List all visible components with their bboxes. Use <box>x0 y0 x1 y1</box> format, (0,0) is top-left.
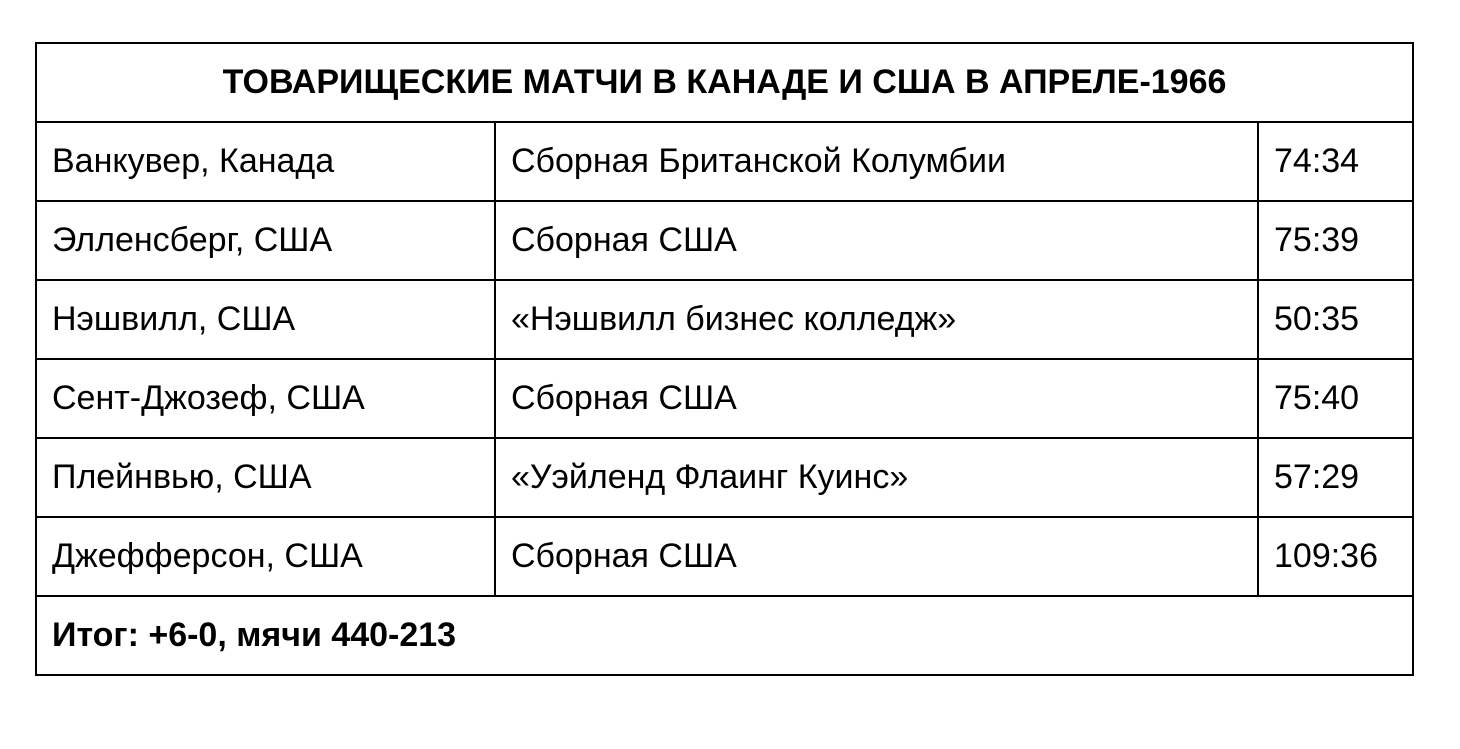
score-cell: 75:39 <box>1258 201 1413 280</box>
matches-table <box>35 42 1414 676</box>
table-row <box>36 122 1413 201</box>
table-row <box>36 359 1413 438</box>
table-row <box>36 201 1413 280</box>
score-cell: 75:40 <box>1258 359 1413 438</box>
table-footer-row <box>36 596 1413 675</box>
table-title-row <box>36 43 1413 122</box>
opponent-cell: Сборная США <box>495 359 1258 438</box>
place-cell: Ванкувер, Канада <box>36 122 495 201</box>
place-cell: Сент-Джозеф, США <box>36 359 495 438</box>
opponent-cell: Сборная США <box>495 517 1258 596</box>
opponent-cell: «Уэйленд Флаинг Куинс» <box>495 438 1258 517</box>
place-cell: Плейнвью, США <box>36 438 495 517</box>
table-footer: Итог: +6-0, мячи 440-213 <box>36 596 1413 675</box>
score-cell: 50:35 <box>1258 280 1413 359</box>
table-row <box>36 438 1413 517</box>
score-cell: 109:36 <box>1258 517 1413 596</box>
table-row <box>36 517 1413 596</box>
place-cell: Элленсберг, США <box>36 201 495 280</box>
opponent-cell: Сборная Британской Колумбии <box>495 122 1258 201</box>
opponent-cell: Сборная США <box>495 201 1258 280</box>
place-cell: Нэшвилл, США <box>36 280 495 359</box>
score-cell: 74:34 <box>1258 122 1413 201</box>
table-row <box>36 280 1413 359</box>
opponent-cell: «Нэшвилл бизнес колледж» <box>495 280 1258 359</box>
place-cell: Джефферсон, США <box>36 517 495 596</box>
score-cell: 57:29 <box>1258 438 1413 517</box>
table-title: ТОВАРИЩЕСКИЕ МАТЧИ В КАНАДЕ И США В АПРЕЛЕ-1966 <box>36 43 1413 122</box>
